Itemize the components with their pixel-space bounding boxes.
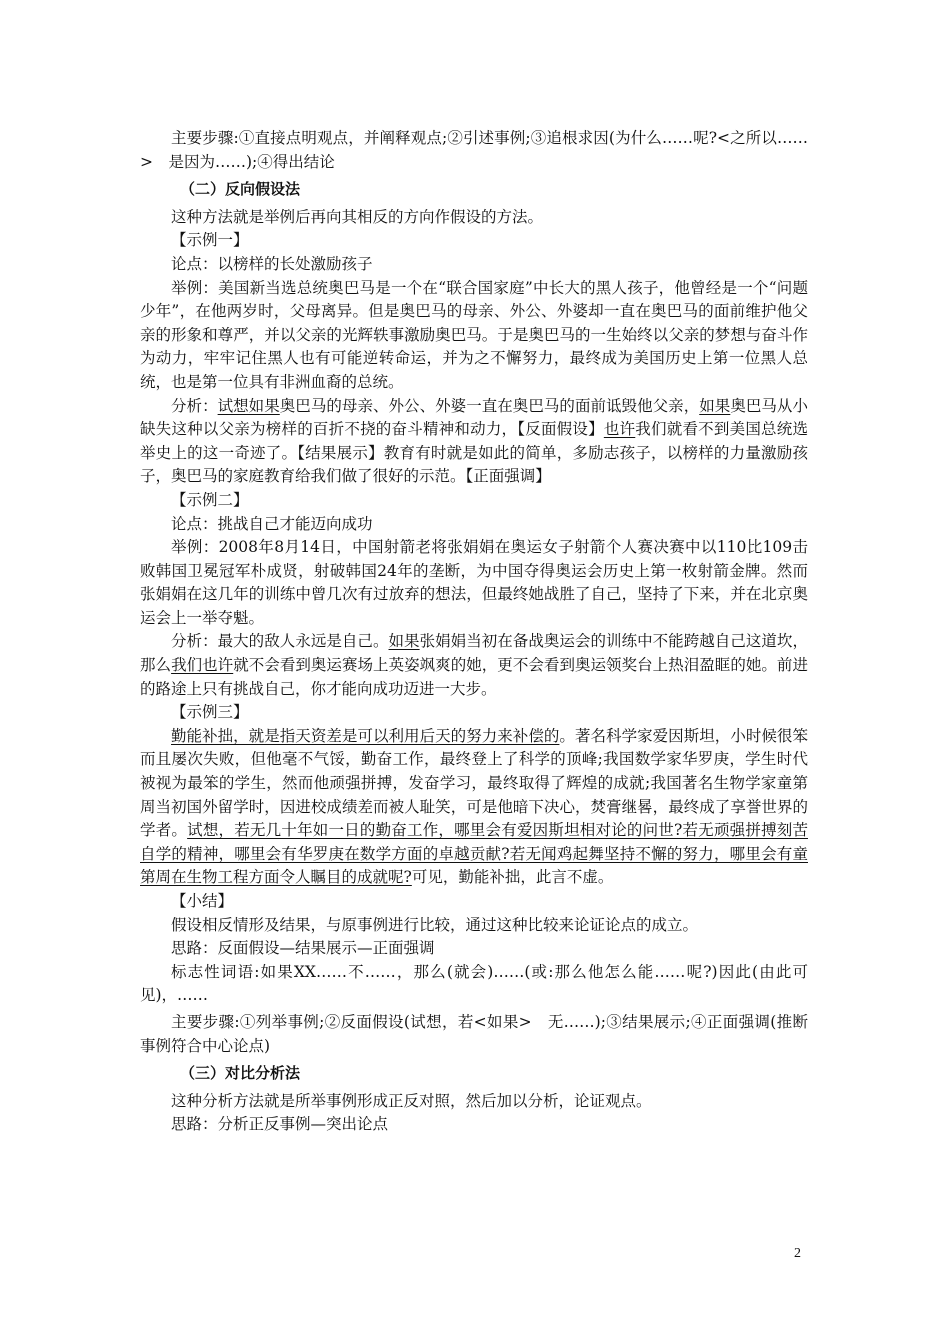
underlined-phrase: 试想，若无几十年如一日的勤奋工作，哪里会有爱因斯坦相对论的问世?若无顽强拼搏刻苦自学的精神，哪里会有华罗庚在数学方面的卓越贡献?若无闻鸡起舞坚持不懈的努力，哪里会有童第周在生物工程方面令人瞩目的成就呢?: [140, 821, 808, 887]
analysis-text: 就不会看到奥运赛场上英姿飒爽的她，更不会看到奥运领奖台上热泪盈眶的她。前进的路途上只有挑战自己，你才能向成功迈进一大步。: [140, 656, 808, 698]
document-page: [140, 127, 808, 1137]
section-approach: 思路：分析正反事例—突出论点: [171, 1115, 389, 1134]
example-case: 举例：2008年8月14日，中国射箭老将张娟娟在奥运女子射箭个人赛决赛中以110比109击败韩国卫冕冠军朴成贤，射破韩国24年的垄断，为中国夺得奥运会历史上第一枚射箭金牌。然而张娟娟在这几年的训练中曾几次有过放弃的想法，但最终她战胜了自己，坚持了下来，并在北京奥运会上一举夺魁。: [140, 538, 808, 627]
analysis-text: 我们就看不到美国总统选举史上的这一奇迹了。【结果展示】教育有时就是如此的简单，多励志孩子，以榜样的力量激励孩子，奥巴马的家庭教育给我们做了很好的示范。【正面强调】: [140, 420, 808, 486]
summary-label: 【小结】: [171, 892, 234, 910]
analysis-text: 奥巴马的母亲、外公、外婆一直在奥巴马的面前诋毁他父亲，: [279, 396, 700, 415]
underlined-phrase: 如果: [699, 396, 731, 415]
summary-steps: 主要步骤:①列举事例;②反面假设(试想，若<如果> 无……);③结果展示;④正面强调(推断事例符合中心论点): [140, 1012, 808, 1055]
underlined-phrase: 如果: [388, 632, 420, 651]
section-heading-contrast-analysis: （三）对比分析法: [180, 1064, 301, 1083]
example-thesis: 论点：挑战自己才能迈向成功: [171, 514, 373, 533]
underlined-phrase: 也许: [603, 420, 636, 439]
summary-approach: 思路：反面假设—结果展示—正面强调: [171, 939, 435, 958]
example-analysis: [140, 395, 808, 489]
example-body: [140, 725, 808, 890]
analysis-text: 奥巴马从小缺失这种以父亲为榜样的百折不挠的奋斗精神和动力，【反面假设】: [140, 396, 808, 439]
underlined-phrase: 勤能补拙，就是指天资差是可以利用后天的努力来补偿的: [171, 726, 560, 745]
example-label: 【示例二】: [171, 490, 249, 509]
section-intro: 这种方法就是举例后再向其相反的方向作假设的方法。: [171, 207, 544, 226]
underlined-phrase: 试想如果: [217, 396, 280, 415]
body-text: 。著名科学家爱因斯坦，小时候很笨而且屡次失败，但他毫不气馁，勤奋工作，最终登上了科学的顶峰;我国数学家华罗庚，学生时代被视为最笨的学生，然而他顽强拼搏，发奋学习，最终取得了辉煌的成就;我国著名生物学家童第周当初国外留学时，因进校成绩差而被人耻笑，可是他暗下决心，焚膏继晷，最终成了享誉世界的学者。: [140, 726, 808, 840]
example-analysis: [140, 630, 808, 701]
body-text: 可见，勤能补拙，此言不虚。: [411, 868, 614, 887]
analysis-prefix: 分析：: [171, 396, 218, 415]
section-heading-reverse-hypothesis: （二）反向假设法: [180, 180, 301, 199]
example-thesis: 论点：以榜样的长处激励孩子: [171, 254, 373, 273]
steps-paragraph: 主要步骤:①直接点明观点，并阐释观点;②引述事例;③追根求因(为什么……呢?<之所以……> 是因为……);④得出结论: [140, 129, 808, 171]
example-label: 【示例三】: [171, 703, 249, 722]
underlined-phrase: 我们也许: [171, 656, 234, 675]
summary-text: 假设相反情形及结果，与原事例进行比较，通过这种比较来论证论点的成立。: [171, 915, 699, 934]
analysis-text: 张娟娟当初在备战奥运会的训练中不能跨越自己这道坎，那么: [140, 632, 808, 675]
example-case: 举例：美国新当选总统奥巴马是一个在“联合国家庭”中长大的黑人孩子，他曾经是一个“问题少年”，在他两岁时，父母离异。但是奥巴马的母亲、外公、外婆却一直在奥巴马的面前维护他父亲的形象和尊严，并以父亲的光辉轶事激励奥巴马。于是奥巴马的一生始终以父亲的梦想与奋斗作为动力，牢牢记住黑人也有可能逆转命运，并为之不懈努力，最终成为美国历史上第一位黑人总统，也是第一位具有非洲血裔的总统。: [140, 278, 808, 391]
summary-keywords: 标志性词语:如果XX……不……，那么(就会)……(或:那么他怎么能……呢?)因此(由此可见)，……: [140, 962, 808, 1005]
example-label: 【示例一】: [171, 231, 249, 250]
section-intro: 这种分析方法就是所举事例形成正反对照，然后加以分析，论证观点。: [171, 1091, 652, 1110]
analysis-text: 分析：最大的敌人永远是自己。: [171, 632, 389, 651]
page-number: 2: [794, 1246, 801, 1261]
